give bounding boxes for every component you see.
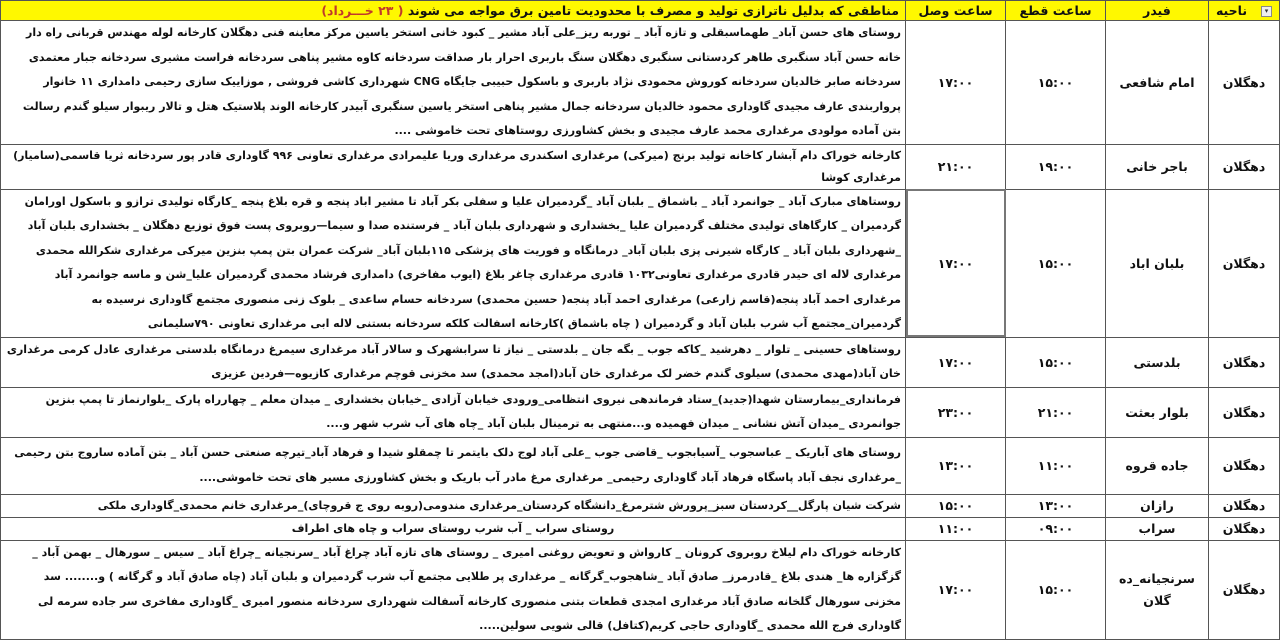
cell-connect-time[interactable]: ۱۵:۰۰ bbox=[906, 494, 1006, 517]
cell-affected-places[interactable]: شرکت شیان پارگل__کردستان سبز_پرورش شترمرغ_دانشگاه کردستان_مرغداری مندومی(روبه روی ج قروچای)_مرغداری خانم محمدی_گاوداری ملکی bbox=[1, 494, 906, 517]
header-area[interactable] bbox=[1209, 1, 1280, 21]
cell-feeder[interactable]: بلوار بعثت bbox=[1106, 387, 1209, 437]
cell-cut-time[interactable]: ۲۱:۰۰ bbox=[1006, 387, 1106, 437]
cell-area[interactable]: دهگلان bbox=[1209, 144, 1280, 189]
cell-cut-time[interactable]: ۱۵:۰۰ bbox=[1006, 337, 1106, 387]
filter-dropdown-icon[interactable]: ▾ bbox=[1261, 6, 1272, 17]
cell-area[interactable]: دهگلان bbox=[1209, 437, 1280, 494]
cell-feeder[interactable]: جاده قروه bbox=[1106, 437, 1209, 494]
header-connect-time[interactable]: ساعت وصل bbox=[906, 1, 1006, 21]
cell-connect-time[interactable]: ۱۷:۰۰ bbox=[906, 337, 1006, 387]
header-feeder[interactable]: فیدر bbox=[1106, 1, 1209, 21]
cell-connect-time[interactable]: ۱۷:۰۰ bbox=[906, 540, 1006, 639]
cell-area[interactable]: دهگلان bbox=[1209, 517, 1280, 540]
cell-area[interactable]: دهگلان bbox=[1209, 189, 1280, 337]
header-title[interactable] bbox=[1, 1, 906, 21]
table-row bbox=[1, 144, 1280, 189]
table-row bbox=[1, 517, 1280, 540]
table-row bbox=[1, 21, 1280, 145]
cell-cut-time[interactable]: ۰۹:۰۰ bbox=[1006, 517, 1106, 540]
title-date: ( ۲۳ خـــرداد) bbox=[321, 3, 404, 18]
cell-affected-places[interactable]: روستای سراب _ آب شرب روستای سراب و چاه های اطراف bbox=[1, 517, 906, 540]
cell-connect-time-selected[interactable]: ۱۷:۰۰ bbox=[906, 189, 1006, 337]
table-row bbox=[1, 540, 1280, 639]
table-row bbox=[1, 494, 1280, 517]
header-row bbox=[1, 1, 1280, 21]
page-title: مناطقی که بدلیل ناترازی تولید و مصرف با محدودیت تامین برق مواجه می شوند bbox=[407, 3, 899, 18]
cell-cut-time[interactable]: ۱۹:۰۰ bbox=[1006, 144, 1106, 189]
cell-area[interactable]: دهگلان bbox=[1209, 337, 1280, 387]
cell-area[interactable]: دهگلان bbox=[1209, 21, 1280, 145]
cell-affected-places[interactable]: کارخانه خوراک دام لیلاخ روبروی کرونان _ کارواش و تعویض روغنی امیری _ روستای های تازه آباد چراغ آباد _سرنجیانه _چراغ آباد _ سیس _ سورهال _ بهمن آباد _ گزگزاره ها_ هندی بلاغ _قادرمرز_ صادق آباد _شاهجوب_گرگانه _ مرغداری پر طلایی مجتمع آب شرب گردمیران و بلبان آباد (چاه صادق آباد و گرگانه ) و........ سد مخزنی سورهال گلخانه صادق آباد مرغداری امجدی قطعات بتنی منصوری کارخانه آسفالت شهرداری سردخانه منصور امیری _گاوداری مفاخری سر جاده سرمه لی گاوداری فرج الله محمدی _گاوداری حاجی کریم(کتافل) قالی شویی سولین..... bbox=[1, 540, 906, 639]
cell-cut-time[interactable]: ۱۵:۰۰ bbox=[1006, 21, 1106, 145]
cell-area[interactable]: دهگلان bbox=[1209, 540, 1280, 639]
cell-area[interactable]: دهگلان bbox=[1209, 387, 1280, 437]
cell-cut-time[interactable]: ۱۵:۰۰ bbox=[1006, 189, 1106, 337]
cell-affected-places[interactable]: روستاهای حسینی _ تلوار _ دهرشید _کاکه جوب _ بگه جان _ بلدستی _ نیاز تا سرابشهرک و سالار آباد مرغداری سیمرغ درمانگاه بلدستی مرغداری عادل کرمی مرغداری خان آباد(مهدی محمدی) سیلوی گندم خضر لک مرغداری خان آباد(امجد محمدی) سد مخزنی قوچم مرغداری کازیوه—فردین عزیزی bbox=[1, 337, 906, 387]
cell-feeder[interactable]: باجر خانی bbox=[1106, 144, 1209, 189]
cell-area[interactable]: دهگلان bbox=[1209, 494, 1280, 517]
cell-feeder[interactable]: سرنجیانه_ده گلان bbox=[1106, 540, 1209, 639]
cell-feeder[interactable]: رازان bbox=[1106, 494, 1209, 517]
cell-affected-places[interactable]: روستاهای مبارک آباد _ جوانمرد آباد _ باشماق _ بلبان آباد _گردمیران علیا و سفلی بکر آباد تا مشیر اباد پنجه و قره بلاغ پنجه _کارگاه تولیدی ترازو و باسکول اورامان گردمیران _ کارگاهای تولیدی مختلف گردمیران علیا _بخشداری و شهرداری بلبان آباد _ فرستنده صدا و سیما—روبروی پست فوق توزیع دهگلان _ بخشداری بلبان آباد _شهرداری بلبان آباد _ کارگاه شیرنی پزی بلبان آباد_ درمانگاه و فوریت های پزشکی ۱۱۵بلبان آباد_ شرکت عمران بتن پمپ بنزین میرکی مرغداری شکرالله محمدی مرغداری لاله ای حیدر قادری مرغداری تعاونی۱۰۳۲ قادری مرغداری چاغر بلاغ (ایوب مفاخری) دامداری فرشاد محمدی گردمیران علیا_شن و ماسه جوانمرد آباد مرغداری احمد آباد پنجه(قاسم زارعی) مرغداری احمد آباد پنجه( حسین محمدی) سردخانه حسام ساعدی _ بلوک زنی منصوری مجتمع گاوداری نرسیده به گردمیران_مجتمع آب شرب بلبان آباد و گردمیران ( چاه باشماق )کارخانه اسفالت کلکه سردخانه بستنی لاله ابی مرغداری تعاونی ۷۹۰سلیمانی bbox=[1, 189, 906, 337]
cell-cut-time[interactable]: ۱۳:۰۰ bbox=[1006, 494, 1106, 517]
cell-connect-time[interactable]: ۱۷:۰۰ bbox=[906, 21, 1006, 145]
cell-affected-places[interactable]: روستای های آباریک _ عباسجوب _آسیابجوب _قاضی جوب _علی آباد لوج دلک بایتمر تا چمقلو شیدا و فرهاد آباد_تیرچه صنعتی حسن آباد _ بتن آماده ساروج بتن رحیمی _مرغداری نجف آباد پاسگاه فرهاد آباد گاوداری رحیمی_ مرغداری مرغ مادر آب باریک و بخش کشاورزی مسیر های تحت خاموشی.... bbox=[1, 437, 906, 494]
cell-affected-places[interactable]: کارخانه خوراک دام آبشار کاخانه تولید برنج (میرکی) مرغداری اسکندری مرغداری وریا علیمرادی مرغداری تعاونی ۹۹۶ گاوداری قادر پور سردخانه ثریا قاسمی(سامیار) مرغداری کوشا bbox=[1, 144, 906, 189]
table-row bbox=[1, 387, 1280, 437]
cell-feeder[interactable]: امام شافعی bbox=[1106, 21, 1209, 145]
header-area-label: ناحیه bbox=[1215, 3, 1248, 18]
cell-connect-time[interactable]: ۱۱:۰۰ bbox=[906, 517, 1006, 540]
cell-connect-time[interactable]: ۲۳:۰۰ bbox=[906, 387, 1006, 437]
header-cut-time[interactable]: ساعت قطع bbox=[1006, 1, 1106, 21]
cell-affected-places[interactable]: فرمانداری_بیمارستان شهدا(جدید)_ستاد فرماندهی نیروی انتظامی_ورودی خیابان آزادی _خیابان بخشداری _ میدان معلم _ چهارراه پارک _بلوارنماز تا پمپ بنزین جوانمردی _میدان آتش نشانی _ میدان فهمیده و...منتهی به ترمینال بلبان آباد _چاه های آب شرب شهر و.... bbox=[1, 387, 906, 437]
cell-feeder[interactable]: بلدستی bbox=[1106, 337, 1209, 387]
cell-connect-time[interactable]: ۱۳:۰۰ bbox=[906, 437, 1006, 494]
cell-cut-time[interactable]: ۱۱:۰۰ bbox=[1006, 437, 1106, 494]
table-row bbox=[1, 189, 1280, 337]
cell-connect-time[interactable]: ۲۱:۰۰ bbox=[906, 144, 1006, 189]
table-row bbox=[1, 337, 1280, 387]
table-row bbox=[1, 437, 1280, 494]
cell-affected-places[interactable]: روستای های حسن آباد_ طهماسبقلی و تازه آباد _ توربه ریز_علی آباد مشیر _ کبود خانی استخر یاسین مرکز معاینه فنی دهگلان کارخانه لوله مهندس قربانی راه دار خانه حسن آباد سنگبری طاهر کردستانی سنگبری دهگلان سنگ باربری احرار بار صداقت سردخانه کاوه مشیر پناهی سردخانه فراست مشیری سردخانه جبار معتمدی سردخانه صابر خالدیان سردخانه کوروش محمودی نژاد باربری و باسکول حبیبی جایگاه CNG شهرداری کاشی فروشی , موزاییک سازی رحیمی دامداری ۱۱ خانوار پرواربندی عارف مجیدی گاوداری محمود خالدیان سردخانه جمال مشیر پناهی استخر یاسین سنگبری آبیدر کارخانه الوند پلاستیک هتل و تالار ریبوار سیلو گندم رسالت بتن آماده مولودی مرغداری محمد عارف مجیدی و بخش کشاورزی روستاهای تحت خاموشی .... bbox=[1, 21, 906, 145]
cell-cut-time[interactable]: ۱۵:۰۰ bbox=[1006, 540, 1106, 639]
cell-feeder[interactable]: بلبان اباد bbox=[1106, 189, 1209, 337]
cell-feeder[interactable]: سراب bbox=[1106, 517, 1209, 540]
